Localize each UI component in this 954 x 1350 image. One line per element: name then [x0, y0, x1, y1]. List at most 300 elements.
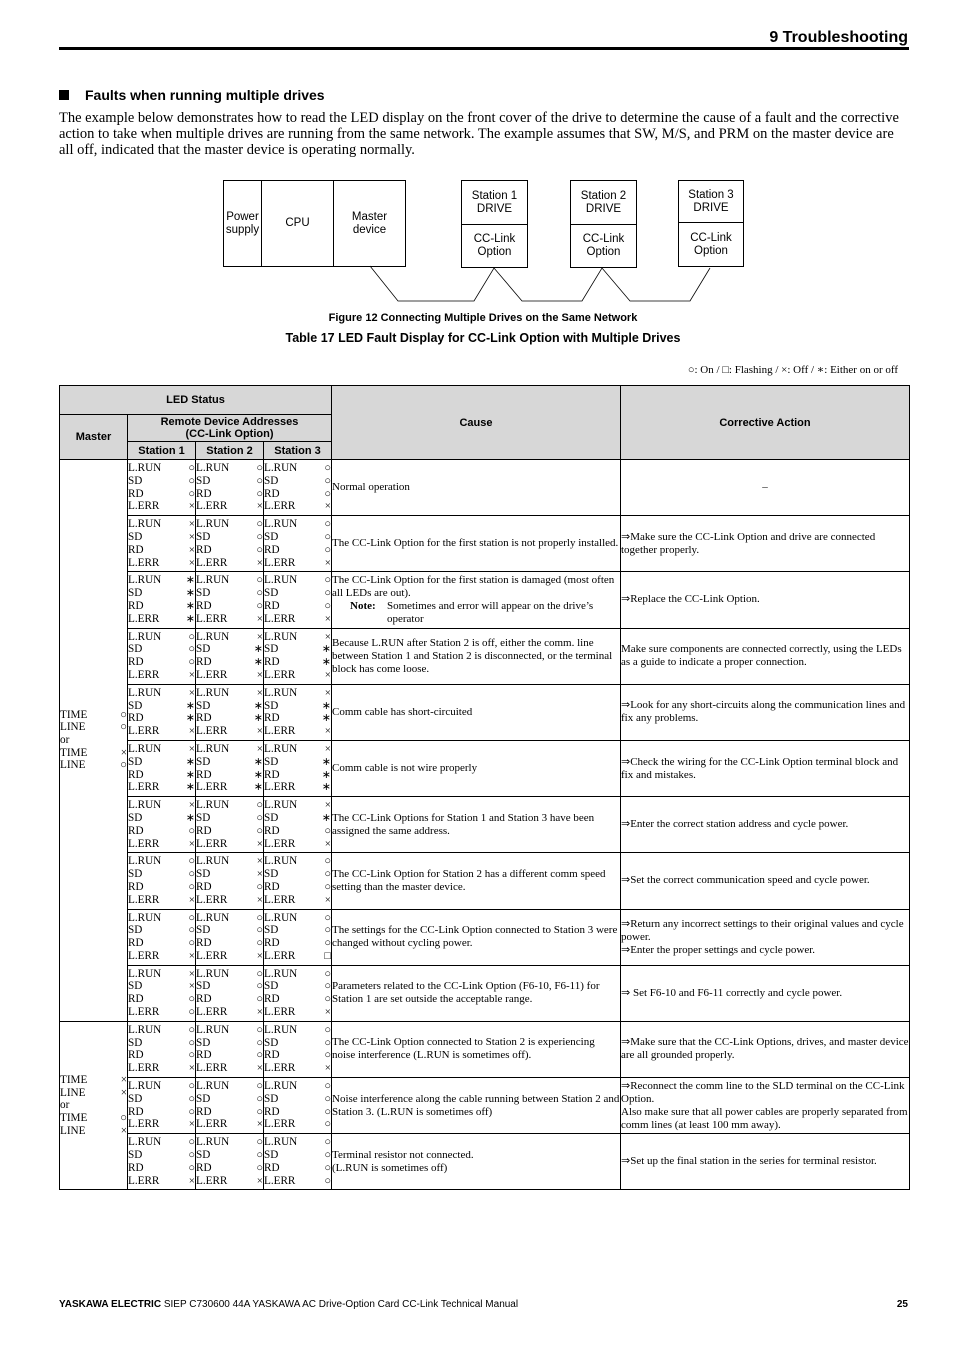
led-line — [264, 518, 331, 531]
corrective-action-cell: ⇒Check the wiring for the CC-Link Option terminal block and fix and mistakes. — [621, 740, 910, 796]
led-line — [264, 968, 331, 981]
led-line — [196, 557, 263, 570]
led-state: ○ — [188, 993, 195, 1006]
led-state: ∗ — [253, 656, 263, 669]
led-label: L.RUN — [264, 518, 298, 531]
led-label: L.RUN — [264, 911, 298, 924]
station-led-cell — [264, 572, 332, 628]
led-label: RD — [264, 656, 280, 669]
station2-header: Station 2 — [196, 442, 264, 460]
led-line — [264, 1024, 331, 1037]
station1-option-label: CC-Link Option — [473, 233, 516, 258]
master-led-label: LINE — [60, 1086, 86, 1099]
corrective-action-cell: ⇒Set the correct communication speed and cycle power. — [621, 853, 910, 909]
led-label: SD — [264, 868, 279, 881]
power-supply-box — [223, 180, 262, 267]
led-state: ○ — [188, 855, 195, 868]
station-led-cell — [264, 1134, 332, 1190]
master-led-state: ○ — [120, 759, 127, 772]
table-row — [60, 1021, 910, 1077]
led-state: ○ — [324, 911, 331, 924]
led-line — [264, 769, 331, 782]
led-line — [196, 500, 263, 513]
led-label: SD — [196, 530, 211, 543]
table-row — [60, 684, 910, 740]
led-state: ∗ — [185, 811, 195, 824]
led-label: RD — [128, 937, 144, 950]
master-led-state: ○ — [120, 708, 127, 721]
led-label: RD — [128, 1049, 144, 1062]
led-state: ○ — [324, 1105, 331, 1118]
led-state: ○ — [324, 462, 331, 474]
led-line — [196, 687, 263, 700]
station-led-cell — [128, 460, 196, 516]
led-line — [196, 812, 263, 825]
led-line — [196, 712, 263, 725]
led-state: ○ — [188, 643, 195, 656]
led-line — [264, 1118, 331, 1131]
table-body — [60, 460, 910, 1190]
led-line — [196, 781, 263, 794]
led-label: RD — [196, 599, 212, 612]
led-state: ○ — [324, 530, 331, 543]
cause-cell — [332, 572, 621, 628]
led-line — [264, 1006, 331, 1019]
led-line — [196, 600, 263, 613]
led-state: ○ — [256, 980, 263, 993]
led-line — [264, 1037, 331, 1050]
led-state: ○ — [188, 824, 195, 837]
led-label: SD — [264, 980, 279, 993]
led-state: × — [256, 1118, 263, 1131]
led-line — [196, 937, 263, 950]
led-label: L.ERR — [264, 893, 296, 906]
led-line — [264, 1136, 331, 1149]
station-led-cell — [128, 628, 196, 684]
led-label: L.ERR — [196, 556, 228, 569]
led-line — [196, 587, 263, 600]
led-label: RD — [128, 993, 144, 1006]
table-row — [60, 516, 910, 572]
station-led-cell — [196, 909, 264, 965]
led-label: SD — [128, 924, 143, 937]
led-state: ○ — [256, 924, 263, 937]
cause-text: Normal operation — [332, 481, 410, 494]
led-line — [264, 1080, 331, 1093]
led-line — [128, 518, 195, 531]
master-led-state: × — [120, 1124, 127, 1137]
led-label: L.ERR — [128, 781, 160, 794]
cause-text: The settings for the CC-Link Option connected to Station 3 were changed without cycling power. — [332, 924, 618, 950]
station3-drive-box — [678, 180, 744, 223]
cause-text: The CC-Link Option for Station 2 has a different comm speed setting than the master device. — [332, 867, 606, 893]
led-label: RD — [128, 656, 144, 669]
station-led-cell — [196, 684, 264, 740]
master-led-line — [60, 734, 127, 747]
led-line — [128, 924, 195, 937]
led-label: L.ERR — [196, 893, 228, 906]
led-state: ∗ — [321, 712, 331, 725]
corrective-action-cell: ⇒Return any incorrect settings to their original values and cycle power. ⇒Enter the proper settings and cycle power. — [621, 909, 910, 965]
master-device-box — [333, 180, 406, 267]
led-label: L.ERR — [196, 1006, 228, 1019]
master-led-state: ○ — [120, 721, 127, 734]
led-line — [196, 518, 263, 531]
led-label: L.ERR — [128, 612, 160, 625]
corrective-action-cell: ⇒Reconnect the comm line to the SLD terminal on the CC-Link Option. Also make sure that all power cables are properly separated from comm lines (at least 100 mm away). — [621, 1078, 910, 1134]
led-line — [264, 669, 331, 682]
led-label: RD — [196, 1161, 212, 1174]
led-label: SD — [196, 1092, 211, 1105]
led-state: × — [324, 630, 331, 643]
led-line — [128, 1024, 195, 1037]
led-state: ○ — [324, 599, 331, 612]
led-line — [264, 912, 331, 925]
led-label: RD — [196, 880, 212, 893]
station3-option-box — [678, 222, 744, 267]
led-state: × — [324, 837, 331, 850]
remote-addresses-header: Remote Device Addresses (CC-Link Option) — [128, 415, 332, 442]
led-label: SD — [264, 1149, 279, 1162]
cause-note — [332, 600, 620, 626]
cause-text: Noise interference along the cable running between Station 2 and Station 3. (L.RUN is sometimes off) — [332, 1092, 620, 1118]
led-label: RD — [128, 880, 144, 893]
station-led-cell — [128, 516, 196, 572]
led-state: × — [256, 630, 263, 643]
led-state: ○ — [256, 993, 263, 1006]
led-line — [264, 1162, 331, 1175]
led-line — [128, 1175, 195, 1188]
led-state: ∗ — [185, 768, 195, 781]
led-line — [264, 924, 331, 937]
cause-cell — [332, 909, 621, 965]
led-line — [128, 631, 195, 644]
led-label: L.ERR — [196, 1118, 228, 1131]
led-state: × — [188, 837, 195, 850]
led-label: RD — [128, 487, 144, 500]
cause-cell — [332, 1021, 621, 1077]
master-led-label: LINE — [60, 759, 86, 772]
led-line — [196, 1106, 263, 1119]
led-state: ○ — [188, 1136, 195, 1149]
led-state: × — [324, 686, 331, 699]
master-led-label: LINE — [60, 721, 86, 734]
led-label: L.RUN — [128, 742, 162, 755]
led-state: ○ — [256, 574, 263, 587]
led-state: × — [188, 893, 195, 906]
led-label: L.ERR — [196, 500, 228, 513]
led-line — [128, 868, 195, 881]
led-line — [264, 656, 331, 669]
led-label: SD — [196, 755, 211, 768]
led-state: ∗ — [185, 781, 195, 794]
led-line — [128, 881, 195, 894]
led-line — [196, 1080, 263, 1093]
station2-drive-label: Station 2 DRIVE — [580, 189, 627, 215]
station1-header: Station 1 — [128, 442, 196, 460]
cause-text: Comm cable has short-circuited — [332, 705, 473, 718]
led-state: × — [256, 556, 263, 569]
led-line — [196, 1162, 263, 1175]
led-line — [264, 855, 331, 868]
led-state: ○ — [324, 543, 331, 556]
led-state: ∗ — [321, 656, 331, 669]
led-label: L.RUN — [128, 911, 162, 924]
led-line — [128, 1162, 195, 1175]
led-state: × — [256, 725, 263, 738]
led-state: × — [324, 1062, 331, 1075]
led-label: SD — [264, 755, 279, 768]
led-state: ○ — [188, 1092, 195, 1105]
led-label: L.ERR — [128, 556, 160, 569]
led-line — [128, 574, 195, 587]
led-line — [264, 600, 331, 613]
cause-cell — [332, 797, 621, 853]
led-state: ∗ — [185, 712, 195, 725]
led-label: L.ERR — [264, 1062, 296, 1075]
led-state: ∗ — [253, 781, 263, 794]
led-state: × — [256, 686, 263, 699]
led-line — [128, 1106, 195, 1119]
led-label: L.ERR — [264, 1174, 296, 1187]
cause-cell — [332, 684, 621, 740]
led-label: L.RUN — [196, 911, 230, 924]
led-state: ○ — [324, 474, 331, 487]
led-state: ○ — [324, 1049, 331, 1062]
led-state: × — [188, 686, 195, 699]
master-led-line — [60, 1087, 127, 1100]
station3-header: Station 3 — [264, 442, 332, 460]
master-led-label: TIME — [60, 708, 88, 721]
station-led-cell — [264, 853, 332, 909]
station-led-cell — [264, 684, 332, 740]
led-label: L.ERR — [128, 837, 160, 850]
led-label: RD — [128, 1161, 144, 1174]
station-led-cell — [196, 1134, 264, 1190]
led-label: RD — [196, 768, 212, 781]
led-line — [264, 868, 331, 881]
led-label: SD — [196, 811, 211, 824]
master-led-line — [60, 1074, 127, 1087]
led-label: SD — [196, 924, 211, 937]
led-label: RD — [128, 543, 144, 556]
table-row — [60, 460, 910, 516]
led-label: L.RUN — [128, 799, 162, 812]
led-label: L.RUN — [196, 742, 230, 755]
led-line — [128, 712, 195, 725]
led-label: L.ERR — [264, 1118, 296, 1131]
station3-drive-label: Station 3 DRIVE — [688, 188, 734, 214]
led-label: SD — [128, 530, 143, 543]
led-line — [128, 643, 195, 656]
led-state: ∗ — [253, 643, 263, 656]
led-line — [196, 912, 263, 925]
master-led-line — [60, 1099, 127, 1112]
led-line — [264, 544, 331, 557]
led-line — [264, 993, 331, 1006]
led-state: × — [188, 530, 195, 543]
led-label: L.RUN — [128, 1136, 162, 1149]
led-line — [264, 631, 331, 644]
led-state: ○ — [256, 799, 263, 812]
station2-option-box — [570, 224, 637, 268]
led-label: L.ERR — [264, 500, 296, 513]
led-line — [196, 1037, 263, 1050]
led-state: ∗ — [185, 755, 195, 768]
led-state: × — [256, 893, 263, 906]
led-label: SD — [196, 868, 211, 881]
led-line — [128, 1006, 195, 1019]
led-line — [264, 643, 331, 656]
led-line — [196, 1175, 263, 1188]
corrective-action-cell: Make sure components are connected correctly, using the LEDs as a guide to indicate a proper connection. — [621, 628, 910, 684]
led-label: L.RUN — [196, 574, 230, 587]
led-state: × — [324, 742, 331, 755]
cause-cell — [332, 853, 621, 909]
led-line — [264, 937, 331, 950]
station-led-cell — [196, 460, 264, 516]
cause-text: The CC-Link Option connected to Station 2 is experiencing noise interference (L.RUN is sometimes off). — [332, 1036, 595, 1062]
led-state: ○ — [256, 911, 263, 924]
station-led-cell — [264, 628, 332, 684]
led-state: ○ — [324, 824, 331, 837]
station-led-cell — [196, 797, 264, 853]
led-label: L.ERR — [128, 1062, 160, 1075]
led-line — [196, 855, 263, 868]
led-state: × — [324, 500, 331, 513]
led-state: ○ — [256, 1161, 263, 1174]
led-line — [264, 1175, 331, 1188]
led-label: SD — [196, 980, 211, 993]
led-label: RD — [264, 824, 280, 837]
led-label: SD — [196, 474, 211, 487]
led-state: ∗ — [321, 643, 331, 656]
led-state: × — [188, 543, 195, 556]
cause-cell — [332, 516, 621, 572]
led-state: ∗ — [321, 755, 331, 768]
master-led-line — [60, 721, 127, 734]
led-state: × — [324, 612, 331, 625]
led-state: × — [188, 668, 195, 681]
led-state: × — [188, 1174, 195, 1187]
led-state: × — [256, 837, 263, 850]
led-label: L.RUN — [196, 1136, 230, 1149]
led-state: ○ — [324, 855, 331, 868]
led-line — [264, 1062, 331, 1075]
led-label: RD — [264, 880, 280, 893]
led-label: SD — [128, 1036, 143, 1049]
led-state: ○ — [324, 1149, 331, 1162]
led-state: × — [256, 500, 263, 513]
led-label: L.RUN — [196, 630, 230, 643]
led-label: L.RUN — [128, 574, 162, 587]
master-led-label: TIME — [60, 1073, 88, 1086]
station1-option-box — [461, 224, 528, 268]
master-device-label: Master device — [351, 210, 388, 236]
led-line — [196, 462, 263, 475]
station-led-cell — [196, 516, 264, 572]
led-label: SD — [264, 587, 279, 600]
led-label: L.ERR — [196, 1174, 228, 1187]
led-label: L.ERR — [128, 1174, 160, 1187]
led-line — [264, 557, 331, 570]
led-label: RD — [264, 937, 280, 950]
led-state: ○ — [256, 1080, 263, 1093]
led-state: × — [188, 518, 195, 531]
led-label: L.ERR — [128, 725, 160, 738]
led-label: SD — [128, 1092, 143, 1105]
led-state: × — [256, 868, 263, 881]
led-state: ○ — [256, 1136, 263, 1149]
led-label: L.ERR — [196, 781, 228, 794]
led-line — [196, 881, 263, 894]
led-line — [128, 950, 195, 963]
station-led-cell — [196, 1021, 264, 1077]
led-line — [128, 1093, 195, 1106]
section-heading-text: Faults when running multiple drives — [85, 87, 325, 103]
led-state: × — [188, 556, 195, 569]
station-led-cell — [196, 1078, 264, 1134]
cause-text: Because L.RUN after Station 2 is off, either the comm. line between Station 1 and Station 2 is disconnected, or the terminal block has come loose. — [332, 636, 613, 675]
led-label: RD — [128, 1105, 144, 1118]
led-state: ○ — [188, 487, 195, 500]
led-line — [196, 1093, 263, 1106]
footer-text — [59, 1299, 518, 1310]
led-state: × — [188, 799, 195, 812]
led-state: ○ — [256, 1149, 263, 1162]
led-line — [128, 700, 195, 713]
led-label: L.RUN — [264, 855, 298, 868]
master-led-line — [60, 1125, 127, 1138]
led-label: L.ERR — [128, 949, 160, 962]
led-line — [196, 643, 263, 656]
cause-text: The CC-Link Options for Station 1 and Station 3 have been assigned the same address. — [332, 811, 595, 837]
led-state: ○ — [188, 1149, 195, 1162]
led-label: L.ERR — [264, 556, 296, 569]
led-state: ○ — [324, 993, 331, 1006]
led-state: ○ — [324, 487, 331, 500]
master-led-line — [60, 747, 127, 760]
led-label: RD — [128, 824, 144, 837]
led-state: × — [324, 799, 331, 812]
led-label: SD — [128, 811, 143, 824]
master-led-state: ○ — [120, 1112, 127, 1124]
led-label: L.RUN — [196, 518, 230, 531]
led-label: L.ERR — [128, 893, 160, 906]
led-line — [264, 799, 331, 812]
led-label: L.ERR — [264, 781, 296, 794]
led-line — [196, 531, 263, 544]
corrective-action-cell: ⇒Make sure the CC-Link Option and drive are connected together properly. — [621, 516, 910, 572]
led-line — [128, 656, 195, 669]
led-label: L.RUN — [196, 1023, 230, 1036]
table-row — [60, 572, 910, 628]
station1-drive-label: Station 1 DRIVE — [471, 189, 518, 215]
led-label: SD — [128, 980, 143, 993]
led-label: SD — [128, 474, 143, 487]
led-state: × — [324, 668, 331, 681]
led-state: ○ — [324, 587, 331, 600]
led-state: ○ — [188, 656, 195, 669]
master-led-cell — [60, 1021, 128, 1190]
led-line — [196, 631, 263, 644]
led-state: × — [256, 949, 263, 962]
led-label: SD — [264, 530, 279, 543]
led-label: L.ERR — [264, 1006, 296, 1019]
led-label: RD — [196, 487, 212, 500]
led-label: SD — [196, 1149, 211, 1162]
cpu-box — [261, 180, 334, 267]
